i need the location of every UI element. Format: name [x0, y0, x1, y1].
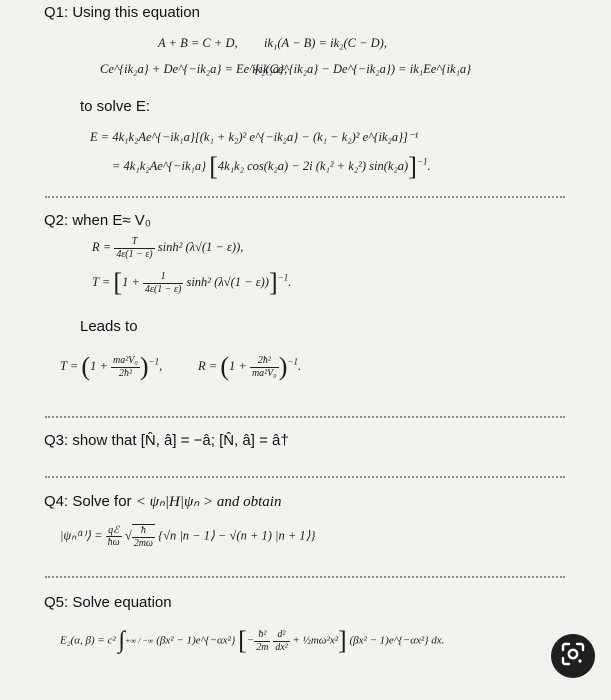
q4-heading: Q4: Solve for < ψₙ|H|ψₙ > and obtain [44, 493, 282, 510]
q5-formula: E₂(α, β) = c² ∫+∞ / −∞ (βx² − 1)e^{−αx²} [− $\frac{\text{ħ²}}{2m}$ $\frac{\text{d²}}{\text{dx²}}$ + ½mω²x²] (βx² − 1)e^{−αx²} dx. [60, 626, 445, 655]
q2-leads-to: Leads to [80, 318, 138, 335]
separator-q4-q5 [45, 576, 565, 578]
q4-formula: |ψₙ⁽¹⁾⟩ = $\frac{\text{qℰ}}{ħ\omega}$ √ $\frac{ħ}{2m\omega}$ {√n |n − 1⟩ − √(n + 1) |n + 1⟩} [60, 524, 316, 549]
q2-t-equation: T = [1 + $\frac{1}{4\varepsilon(1 - \varepsilon)}$ sinh² (λ√(1 − ε))]$^{-1}$. [92, 268, 292, 297]
camera-lens-icon [560, 641, 586, 672]
q1-e-line1: E = 4k₁k₂Ae^{−ik₁a}[(k₁ + k₂)² e^{−ik₂a} − (k₁ − k₂)² e^{ik₂a}]⁻¹ [90, 130, 419, 144]
q1-eq2-right: ik₂(Ce^{ik₂a} − De^{−ik₂a}) = ik₁Ee^{ik₁a} [252, 62, 472, 76]
q1-eq2-left: Ce^{ik₂a} + De^{−ik₂a} = Ee^{ik₁a}, [100, 62, 288, 76]
q3-heading: Q3: show that [N̂, â] = −â; [N̂, â] = â† [44, 432, 289, 449]
q1-eq1-right: ik₁(A − B) = ik₂(C − D), [264, 36, 387, 50]
q2-heading: Q2: when E≈ V₀ [44, 212, 152, 229]
separator-q2-q3 [45, 416, 565, 418]
q1-solve-label: to solve E: [80, 98, 151, 115]
q2-t2-equation: T = (1 + $\frac{\text{ma²V₀}}{\text{2ħ²}}$ )$^{-1}$, [60, 352, 163, 381]
lens-button[interactable] [551, 634, 595, 678]
q1-heading: Q1: Using this equation [44, 4, 200, 21]
q5-heading: Q5: Solve equation [44, 594, 172, 611]
q1-eq1-left: A + B = C + D, [158, 36, 238, 50]
q1-e-line2: = 4k₁k₂Ae^{−ik₁a} [4k₁k₂ cos(k₂a) − 2i (k₁² + k₂²) sin(k₂a)]$^{-1}$. [112, 152, 431, 181]
separator-q1-q2 [45, 196, 565, 198]
q2-r-equation: R = $\frac{T}{4\varepsilon(1 - \varepsilon)}$ sinh² (λ√(1 − ε)), [92, 236, 244, 260]
q2-r2-equation: R = (1 + $\frac{\text{2ħ²}}{\text{ma²V₀}}$ )$^{-1}$. [198, 352, 302, 381]
separator-q3-q4 [45, 476, 565, 478]
